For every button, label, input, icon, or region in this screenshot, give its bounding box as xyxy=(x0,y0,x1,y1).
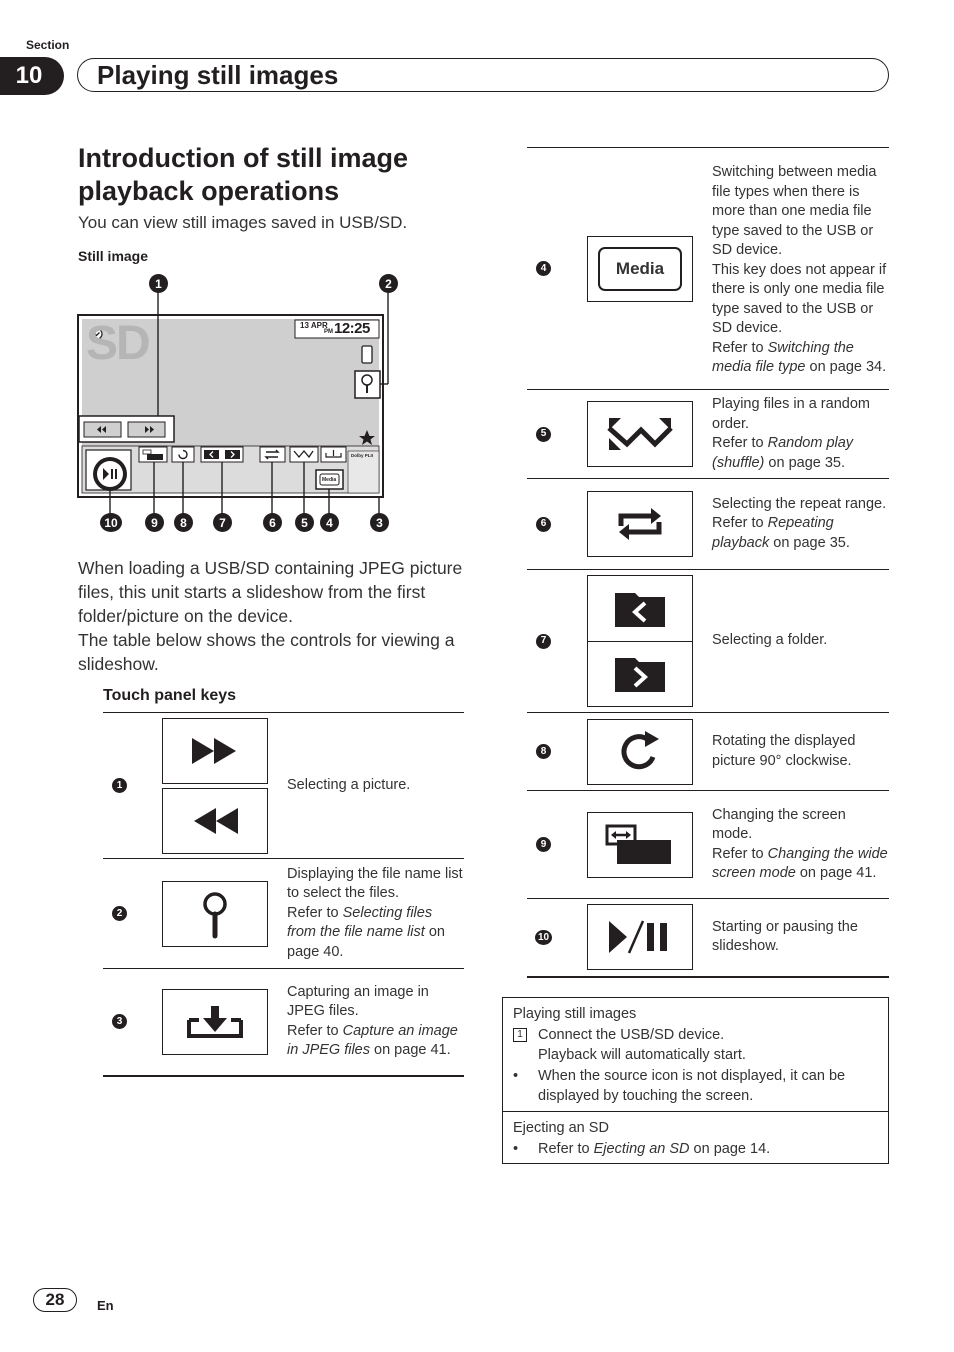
screen-illustration xyxy=(76,270,472,540)
key-ref-prefix: Refer to xyxy=(287,904,343,921)
table-row xyxy=(527,899,889,977)
key-desc: Selecting a folder. xyxy=(712,632,828,649)
section-number-tab: 10 xyxy=(0,57,64,95)
key-num: 10 xyxy=(535,930,552,945)
keys-table-right xyxy=(527,147,889,978)
bullet-prefix: Refer to xyxy=(538,1140,594,1157)
key-desc: Playing files in a random order. xyxy=(712,396,870,432)
info-section-title: Playing still images xyxy=(513,1006,637,1022)
key-num: 2 xyxy=(112,906,127,921)
key-num: 8 xyxy=(536,744,551,759)
info-section-playing xyxy=(503,998,888,1112)
key-desc: Starting or pausing the slideshow. xyxy=(712,918,858,955)
table-row xyxy=(527,713,889,791)
table-row xyxy=(527,479,889,570)
key-ref-link[interactable]: Selecting files from the file name list xyxy=(287,904,433,941)
chapter-title: Playing still images xyxy=(97,60,339,90)
page-number: 28 xyxy=(33,1288,77,1312)
key-ref-suffix: on page 40. xyxy=(287,924,445,960)
key-desc: Capturing an image in JPEG files. xyxy=(287,983,429,1020)
dolby-label: Dolby PLII xyxy=(351,453,374,458)
table-row xyxy=(103,969,464,1076)
bullet-ref-link[interactable]: Ejecting an SD xyxy=(593,1140,690,1157)
info-step-sub xyxy=(513,1045,878,1066)
callout-2: 2 xyxy=(379,274,398,293)
time-label: 12:25 xyxy=(334,320,370,337)
info-section-title: Ejecting an SD xyxy=(513,1120,609,1136)
info-box xyxy=(502,997,889,1164)
screen-mode-icon xyxy=(587,812,693,878)
key-ref-suffix: on page 41. xyxy=(370,1042,451,1059)
key-desc: Selecting a picture. xyxy=(287,776,411,793)
info-bullet: • When the source icon is not displayed, it can be displayed by touching the screen. xyxy=(513,1066,878,1107)
key-ref-prefix: Refer to xyxy=(712,515,768,532)
key-ref-prefix: Refer to xyxy=(712,845,768,862)
folder-next-icon xyxy=(587,641,693,707)
info-bullet: • Refer to Ejecting an SD on page 14. xyxy=(513,1140,771,1157)
source-watermark: SD xyxy=(86,317,149,370)
callout-5: 5 xyxy=(295,513,314,532)
touch-panel-heading: Touch panel keys xyxy=(103,687,237,704)
key-ref-suffix: on page 41. xyxy=(795,865,877,881)
key-ref-prefix: Refer to xyxy=(712,339,768,356)
key-num: 3 xyxy=(112,1014,127,1029)
section-label: Section xyxy=(26,38,70,52)
play-pause-icon xyxy=(587,904,693,970)
key-ref-link[interactable]: Changing the wide screen mode xyxy=(712,845,888,881)
key-desc: Displaying the file name list to select the files. xyxy=(287,865,463,902)
key-num: 4 xyxy=(536,261,551,276)
key-desc: Switching between media file types when there is more than one media file type saved to the USB or SD device. xyxy=(712,164,877,259)
key-desc: Changing the screen mode. xyxy=(712,806,846,842)
callout-10: 10 xyxy=(100,513,122,532)
key-ref-link[interactable]: Repeating playback xyxy=(712,515,834,551)
key-num: 9 xyxy=(536,837,551,852)
key-ref-suffix: on page 34. xyxy=(805,359,887,376)
body-paragraph: When loading a USB/SD containing JPEG picture files, this unit starts a slideshow from the first folder/picture on the device. The table below shows the controls for viewing a slideshow. xyxy=(78,558,463,674)
step-number: 1 xyxy=(513,1028,527,1042)
media-key-label: Media xyxy=(322,477,337,483)
callout-3: 3 xyxy=(370,513,389,532)
step-text: Connect the USB/SD device. xyxy=(538,1026,725,1043)
language-label: En xyxy=(97,1298,114,1313)
figure-caption: Still image xyxy=(78,248,149,264)
info-step xyxy=(513,1025,878,1046)
table-row xyxy=(527,791,889,899)
rewind-icon xyxy=(162,788,268,854)
magnifier-icon xyxy=(162,881,268,947)
table-row xyxy=(527,390,889,479)
callout-1: 1 xyxy=(149,274,168,293)
key-ref-suffix: on page 35. xyxy=(769,534,850,551)
key-ref-prefix: Refer to xyxy=(712,435,768,451)
table-row xyxy=(527,570,889,713)
media-icon-label: Media xyxy=(615,258,665,278)
callout-4: 4 xyxy=(320,513,339,532)
callout-8: 8 xyxy=(174,513,193,532)
key-num: 6 xyxy=(536,517,551,532)
key-num: 7 xyxy=(536,634,551,649)
ampm-label: PM xyxy=(324,329,333,335)
key-ref-link[interactable]: Capture an image in JPEG files xyxy=(287,1022,458,1059)
rotate-icon xyxy=(587,719,693,785)
key-ref-link[interactable]: Random play (shuffle) xyxy=(712,435,854,471)
step-sub-text: Playback will automatically start. xyxy=(538,1047,746,1063)
callout-9: 9 xyxy=(145,513,164,532)
key-num: 1 xyxy=(112,778,127,793)
bullet-suffix: on page 14. xyxy=(689,1140,771,1157)
table-row xyxy=(527,148,889,390)
callout-6: 6 xyxy=(263,513,282,532)
key-num: 5 xyxy=(536,427,551,442)
intro-text: You can view still images saved in USB/SD. xyxy=(78,213,408,232)
key-ref-prefix: Refer to xyxy=(287,1022,343,1039)
media-icon xyxy=(587,236,693,302)
keys-table-left xyxy=(103,712,464,1077)
key-desc: Rotating the displayed picture 90° clockwise. xyxy=(712,733,856,769)
key-ref-suffix: on page 35. xyxy=(764,454,846,471)
fast-forward-icon xyxy=(162,718,268,784)
screen-figure xyxy=(76,270,472,540)
shuffle-icon xyxy=(587,401,693,467)
key-ref-link[interactable]: Switching the media file type xyxy=(712,339,854,376)
table-row xyxy=(103,713,464,859)
key-desc-note: This key does not appear if there is only one media file type saved to the USB or SD device. xyxy=(712,261,887,337)
date-label: 13 APR xyxy=(300,321,328,330)
repeat-icon xyxy=(587,491,693,557)
table-row xyxy=(103,859,464,969)
folder-previous-icon xyxy=(587,575,693,641)
bullet-text: When the source icon is not displayed, it can be displayed by touching the screen. xyxy=(538,1067,846,1104)
capture-icon xyxy=(162,989,268,1055)
page-heading: Introduction of still image playback operations xyxy=(78,143,408,206)
key-desc: Selecting the repeat range. xyxy=(712,495,887,512)
info-section-eject xyxy=(503,1112,888,1163)
callout-7: 7 xyxy=(213,513,232,532)
